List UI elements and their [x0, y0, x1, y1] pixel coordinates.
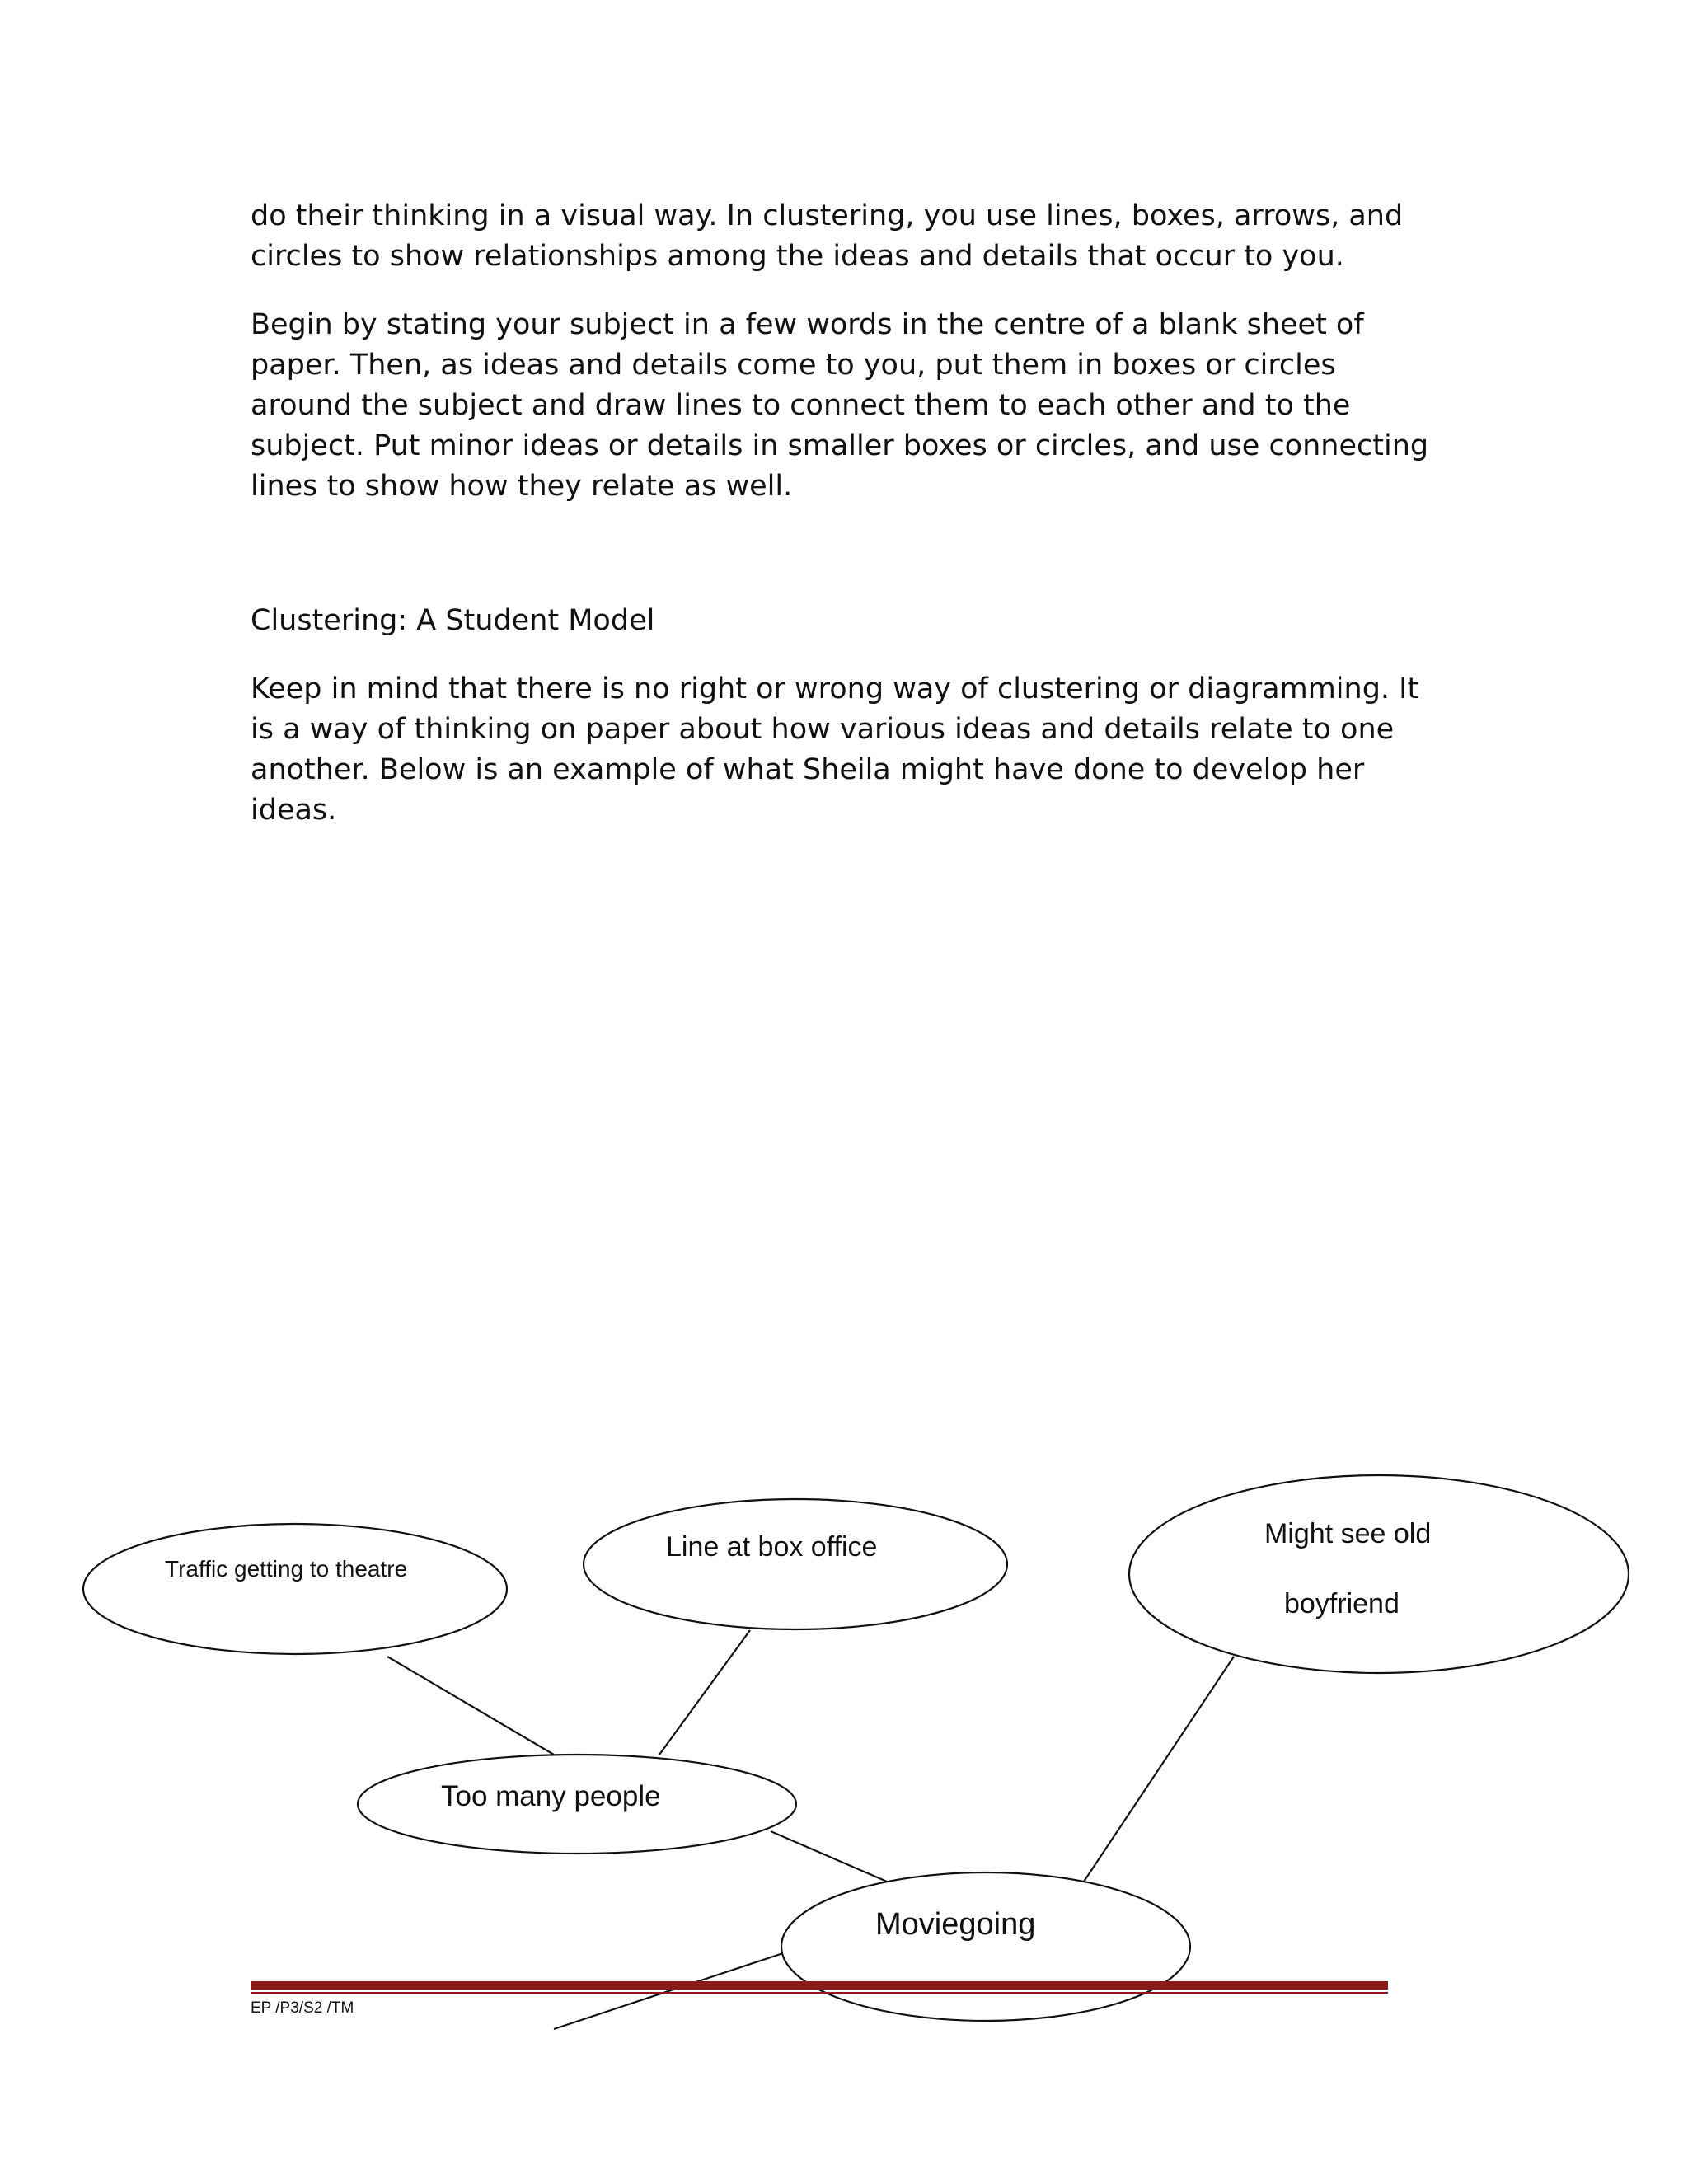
node-old-boyfriend-ellipse	[1129, 1475, 1629, 1673]
body-paragraph-1: do their thinking in a visual way. In clustering, you use lines, boxes, arrows, and circles to show relationships among the ideas and details that occur to you.	[251, 199, 1404, 273]
connector-boxoffice-toomany	[659, 1630, 750, 1755]
section-heading: Clustering: A Student Model	[251, 604, 655, 637]
connector-traffic-toomany	[387, 1657, 554, 1755]
footer-rule-thick	[251, 1981, 1388, 1990]
footer-document-code: EP /P3/S2 /TM	[251, 1999, 354, 2017]
node-moviegoing-ellipse	[781, 1872, 1190, 2021]
node-old-boyfriend-label-line2: boyfriend	[1284, 1588, 1400, 1619]
node-old-boyfriend-label-line1: Might see old	[1264, 1518, 1432, 1549]
node-traffic-ellipse	[83, 1524, 507, 1654]
node-box-office-label: Line at box office	[666, 1531, 878, 1563]
node-box-office-ellipse	[584, 1499, 1007, 1629]
footer-rule	[251, 1981, 1388, 1994]
body-paragraph-3: Keep in mind that there is no right or wrong way of clustering or diagramming. It is a way of thinking on paper about how various ideas and details relate to one another. Below is an example of what Sheila might have done to develop her ideas.	[251, 673, 1419, 827]
body-paragraph-2: Begin by stating your subject in a few words in the centre of a blank sheet of paper. Then, as ideas and details come to you, put them in boxes or circles around the subject and draw lines to connect them to each other and to the subject. Put minor ideas or details in smaller boxes or circles, and use connecting lines to show how they relate as well.	[251, 308, 1429, 503]
footer-rule-thin	[251, 1992, 1388, 1994]
connector-toomany-moviegoing	[771, 1831, 887, 1882]
node-too-many-people-label: Too many people	[441, 1780, 661, 1812]
node-traffic-label: Traffic getting to theatre	[165, 1556, 408, 1582]
node-moviegoing-label: Moviegoing	[875, 1907, 1036, 1942]
connector-boyfriend-moviegoing	[1069, 1657, 1234, 1904]
